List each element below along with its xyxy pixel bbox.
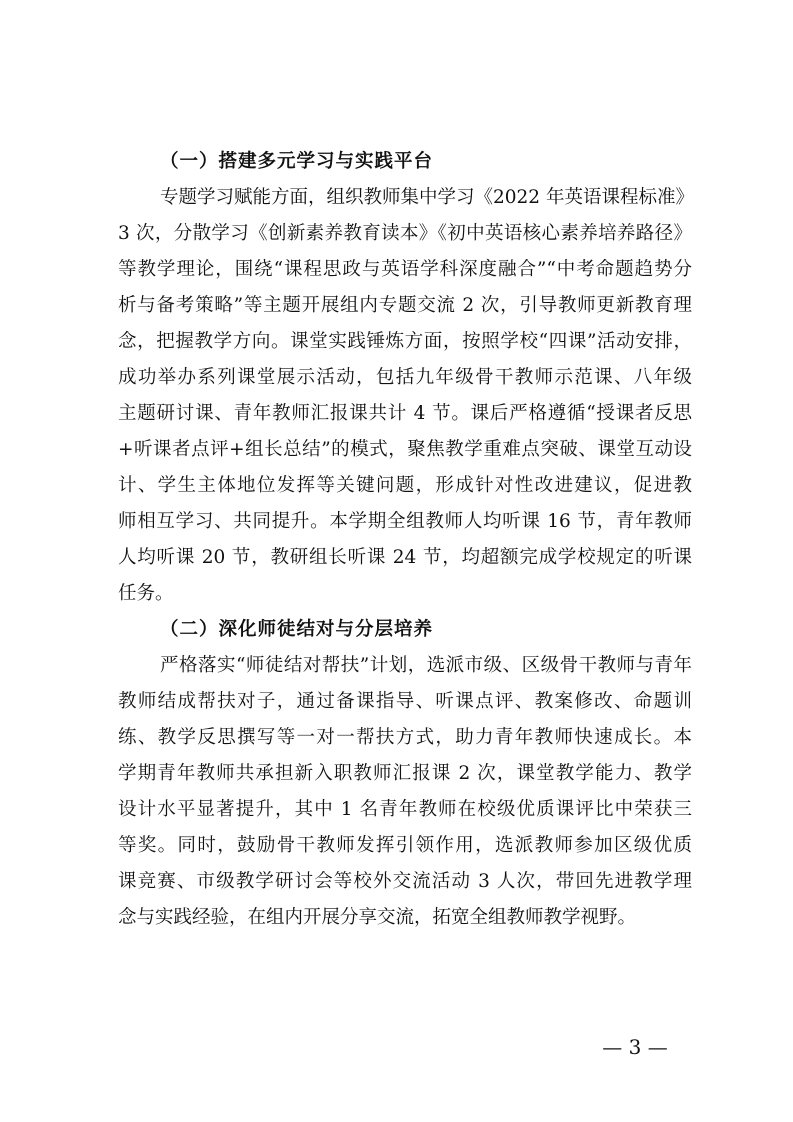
paragraph-line: 成功举办系列课堂展示活动，包括九年级骨干教师示范课、八年级 [118,367,692,388]
paragraph-line: 严格落实“师徒结对帮扶”计划，选派市级、区级骨干教师与青年 [160,655,692,676]
paragraph-line: 专题学习赋能方面，组织教师集中学习《2022 年英语课程标准》 [160,187,694,208]
paragraph-line: 念，把握教学方向。课堂实践锤炼方面，按照学校“四课”活动安排， [118,331,692,352]
paragraph-line: 3 次，分散学习《创新素养教育读本》《初中英语核心素养培养路径》 [118,223,692,244]
paragraph-line: 等奖。同时，鼓励骨干教师发挥引领作用，选派教师参加区级优质 [118,835,692,856]
paragraph-line: +听课者点评+组长总结”的模式，聚焦教学重难点突破、课堂互动设 [118,439,692,460]
page-number: — 3 — [602,1035,668,1059]
paragraph-line: 师相互学习、共同提升。本学期全组教师人均听课 16 节，青年教师 [118,511,692,532]
paragraph-line: 等教学理论，围绕“课程思政与英语学科深度融合”“中考命题趋势分 [118,259,692,280]
paragraph-line: 主题研讨课、青年教师汇报课共计 4 节。课后严格遵循“授课者反思 [118,403,692,424]
paragraph-line: 析与备考策略”等主题开展组内专题交流 2 次，引导教师更新教育理 [118,295,692,316]
paragraph-line: 教师结成帮扶对子，通过备课指导、听课点评、教案修改、命题训 [118,691,692,712]
paragraph-line: 任务。 [118,583,174,604]
paragraph-line: 学期青年教师共承担新入职教师汇报课 2 次，课堂教学能力、教学 [118,763,692,784]
paragraph-line: 课竞赛、市级教学研讨会等校外交流活动 3 人次，带回先进教学理 [118,871,692,892]
paragraph-line: 人均听课 20 节，教研组长听课 24 节，均超额完成学校规定的听课 [118,547,692,568]
section-heading-2: （二）深化师徒结对与分层培养 [160,619,434,640]
paragraph-line: 练、教学反思撰写等一对一帮扶方式，助力青年教师快速成长。本 [118,727,692,748]
section-heading-1: （一）搭建多元学习与实践平台 [160,151,434,172]
paragraph-line: 念与实践经验，在组内开展分享交流，拓宽全组教师教学视野。 [118,907,637,928]
paragraph-line: 设计水平显著提升，其中 1 名青年教师在校级优质课评比中荣获三 [118,799,692,820]
paragraph-line: 计、学生主体地位发挥等关键问题，形成针对性改进建议，促进教 [118,475,692,496]
